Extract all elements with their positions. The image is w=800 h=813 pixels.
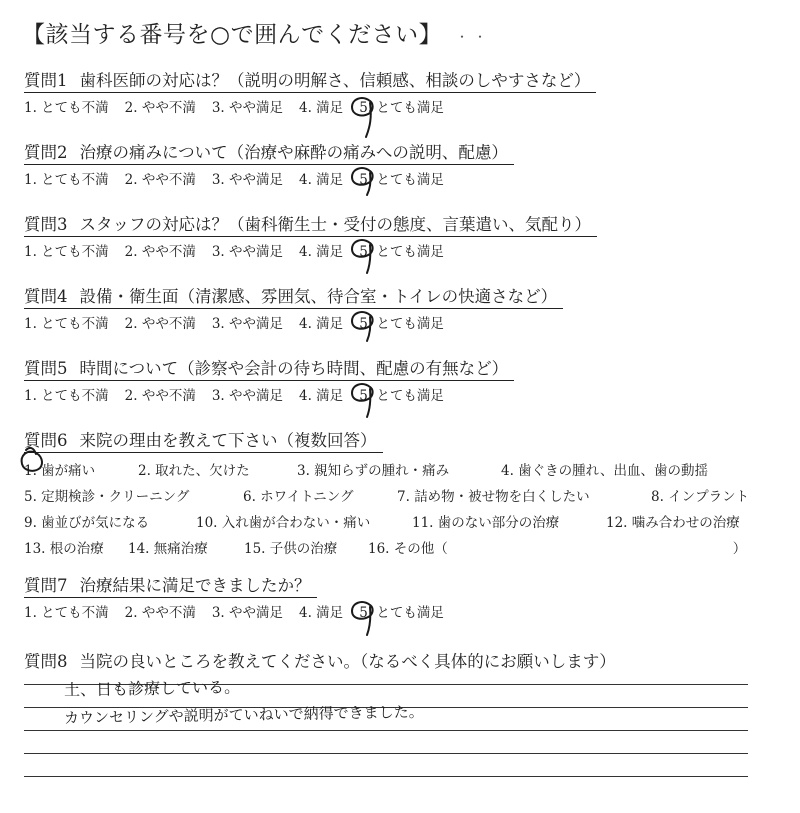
question-number: 質問5: [24, 359, 68, 378]
option-row: [24, 459, 784, 479]
question-text: 治療結果に満足できましたか？: [79, 576, 311, 595]
question-4-options: [24, 312, 784, 332]
question-text: スタッフの対応は？（歯科衛生士・受付の態度、言葉遣い、気配り）: [79, 215, 591, 234]
option-16-other[interactable]: [368, 537, 746, 557]
option-3[interactable]: 3. やや満足: [211, 316, 284, 332]
answer-line: [24, 776, 748, 777]
option-2[interactable]: 2. やや不満: [124, 388, 196, 404]
option-3[interactable]: 3. やや満足: [211, 100, 284, 116]
option-2[interactable]: 2. やや不満: [124, 100, 196, 116]
option-5[interactable]: 5. とても満足: [359, 316, 444, 332]
option-13[interactable]: 13. 根の治療: [24, 541, 104, 557]
option-2[interactable]: 2. やや不満: [124, 605, 196, 621]
option-4-selected[interactable]: 4. 満足: [299, 172, 344, 188]
option-3[interactable]: 3. やや満足: [211, 388, 284, 404]
answer-line: [24, 730, 748, 731]
option-row: [24, 511, 784, 531]
question-5-options: [24, 384, 784, 404]
question-text: 時間について（診察や会計の待ち時間、配慮の有無など）: [79, 359, 509, 378]
option-row: [24, 537, 784, 557]
question-text: 当院の良いところを教えてください。（なるべく具体的にお願いします）: [79, 652, 616, 671]
question-5-heading: [24, 358, 514, 381]
question-4: [24, 286, 784, 332]
option-5[interactable]: 5. とても満足: [359, 388, 444, 404]
option-5[interactable]: 5. とても満足: [359, 605, 444, 621]
handwritten-answer-line-2: カウンセリングや説明がていねいで納得できました。: [63, 702, 424, 728]
question-8: [24, 648, 784, 672]
option-4[interactable]: 4. 歯ぐきの腫れ、出血、歯の動揺: [501, 463, 708, 479]
question-number: 質問2: [24, 143, 68, 162]
option-16-label: 16. その他（: [368, 541, 448, 557]
question-2-heading: [24, 142, 514, 165]
question-number: 質問6: [24, 431, 68, 450]
option-5[interactable]: 5. とても満足: [359, 172, 444, 188]
option-8[interactable]: 8. インプラント: [651, 489, 750, 505]
option-1[interactable]: 1. とても不満: [24, 172, 109, 188]
option-1[interactable]: 1. とても不満: [24, 605, 109, 621]
option-15[interactable]: 15. 子供の治療: [244, 541, 338, 557]
option-4-selected[interactable]: 4. 満足: [299, 388, 344, 404]
question-6-options: [24, 459, 784, 557]
question-number: 質問7: [24, 576, 68, 595]
form-title: 【該当する番号を○で囲んでください】: [22, 22, 443, 48]
option-row: [24, 485, 784, 505]
option-1[interactable]: 1. とても不満: [24, 316, 109, 332]
question-text: 歯科医師の対応は？（説明の明解さ、信頼感、相談のしやすさなど）: [79, 71, 591, 90]
option-5[interactable]: 5. とても満足: [359, 100, 444, 116]
option-2[interactable]: 2. やや不満: [124, 172, 196, 188]
option-1-selected[interactable]: 1. 歯が痛い: [24, 463, 96, 479]
option-2[interactable]: 2. 取れた、欠けた: [138, 463, 250, 479]
question-text: 治療の痛みについて（治療や麻酔の痛みへの説明、配慮）: [79, 143, 508, 162]
option-5[interactable]: 5. とても満足: [359, 244, 444, 260]
stray-dots: ・・: [456, 30, 493, 44]
question-8-heading: [24, 648, 784, 672]
option-14[interactable]: 14. 無痛治療: [128, 541, 208, 557]
option-4-selected[interactable]: 4. 満足: [299, 100, 344, 116]
question-number: 質問4: [24, 287, 68, 306]
question-text: 設備・衛生面（清潔感、雰囲気、待合室・トイレの快適さなど）: [79, 287, 558, 306]
question-6-heading: [24, 430, 383, 453]
option-12[interactable]: 12. 噛み合わせの治療: [606, 515, 740, 531]
option-5[interactable]: 5. 定期検診・クリーニング: [24, 489, 190, 505]
option-1[interactable]: 1. とても不満: [24, 244, 109, 260]
question-7-options: [24, 601, 784, 621]
question-1: [24, 70, 784, 116]
question-5: [24, 358, 784, 404]
other-close-paren: ）: [732, 541, 747, 557]
question-7-heading: [24, 575, 317, 598]
handwritten-answer-line-1: 土、日も診療している。: [63, 677, 241, 700]
question-1-options: [24, 96, 784, 116]
question-3-options: [24, 240, 784, 260]
option-6[interactable]: 6. ホワイトニング: [243, 489, 354, 505]
option-4-selected[interactable]: 4. 満足: [299, 605, 344, 621]
answer-line: [24, 753, 748, 754]
question-text: 来院の理由を教えて下さい（複数回答）: [79, 431, 377, 450]
question-1-heading: [24, 70, 596, 93]
question-number: 質問1: [24, 71, 68, 90]
option-3[interactable]: 3. やや満足: [211, 605, 284, 621]
option-9[interactable]: 9. 歯並びが気になる: [24, 515, 150, 531]
option-1[interactable]: 1. とても不満: [24, 388, 109, 404]
question-6: [24, 430, 784, 557]
question-number: 質問3: [24, 215, 68, 234]
option-2[interactable]: 2. やや不満: [124, 316, 196, 332]
option-10[interactable]: 10. 入れ歯が合わない・痛い: [196, 515, 371, 531]
option-7[interactable]: 7. 詰め物・被せ物を白くしたい: [397, 489, 590, 505]
question-2-options: [24, 168, 784, 188]
option-4-selected[interactable]: 4. 満足: [299, 244, 344, 260]
option-2[interactable]: 2. やや不満: [124, 244, 196, 260]
option-3[interactable]: 3. 親知らずの腫れ・痛み: [297, 463, 450, 479]
option-3[interactable]: 3. やや満足: [211, 172, 284, 188]
option-1[interactable]: 1. とても不満: [24, 100, 109, 116]
option-4-selected[interactable]: 4. 満足: [299, 316, 344, 332]
question-7: [24, 575, 784, 621]
option-11[interactable]: 11. 歯のない部分の治療: [412, 515, 560, 531]
question-2: [24, 142, 784, 188]
option-3[interactable]: 3. やや満足: [211, 244, 284, 260]
question-number: 質問8: [24, 652, 68, 671]
question-4-heading: [24, 286, 563, 309]
question-3: [24, 214, 784, 260]
question-3-heading: [24, 214, 597, 237]
